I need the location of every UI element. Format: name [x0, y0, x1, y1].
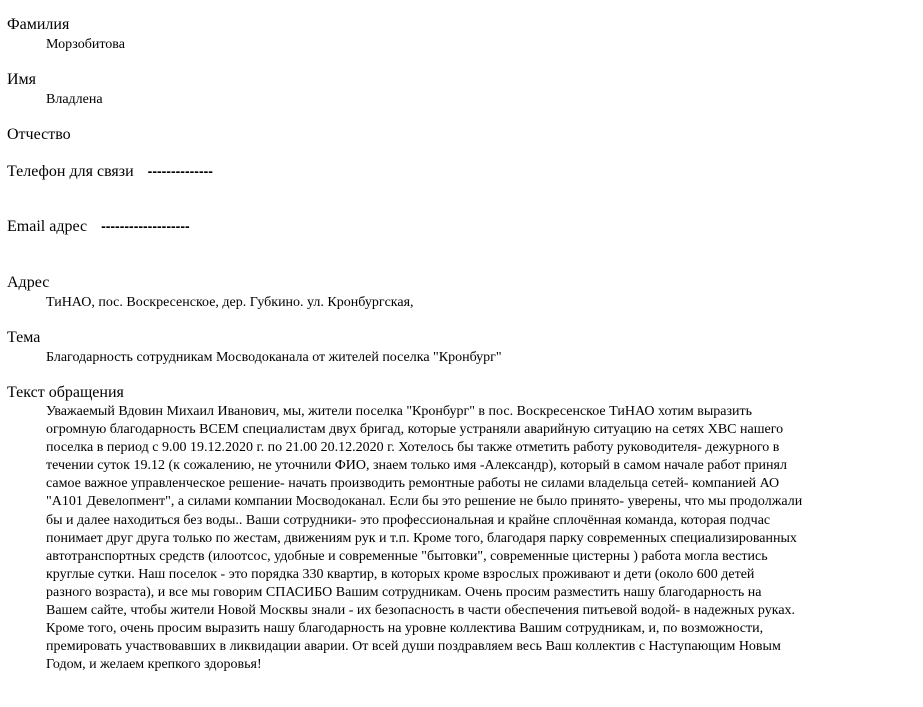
- message-line: разного возраста), и все мы говорим СПАСИБО Вашим сотрудникам. Очень просим разместить нашу благодарность на: [46, 584, 762, 600]
- message-text: [46, 403, 916, 674]
- message-line: автотранспортных средств (илоотсос, удобные и современные "бытовки", современные цистерны ) работа могла вестись: [46, 548, 768, 564]
- message-line: самое важное управленческое решение- начать производить ремонтные работы не силами владельца сетей- компанией АО: [46, 476, 780, 492]
- phone-row: [7, 162, 213, 181]
- surname-label: Фамилия: [7, 16, 70, 33]
- phone-value: --------------: [147, 163, 213, 179]
- message-line: Вашем сайте, чтобы жители Новой Москвы знали - их безопасность в части обеспечения питьевой водой- в надежных руках.: [46, 603, 796, 619]
- message-line: бы и далее находиться без воды.. Ваши сотрудники- это профессиональная и крайне сплочённая команда, которая подчас: [46, 512, 771, 528]
- message-line: премировать участвовавших в ликвидации аварии. От всей души поздравляем весь Ваш коллектив с Наступающим Новым: [46, 639, 781, 655]
- email-value: -------------------: [101, 218, 190, 234]
- message-line: течении суток 19.12 (к сожалению, не уточнили ФИО, знаем только имя -Александр), который в самом начале работ принял: [46, 458, 787, 474]
- email-label: Email адрес: [7, 218, 88, 235]
- message-line: Уважаемый Вдовин Михаил Иванович, мы, жители поселка "Кронбург" в пос. Воскресенское ТиНАО хотим выразить: [46, 404, 752, 419]
- address-value: ТиНАО, пос. Воскресенское, дер. Губкино. ул. Кронбургская,: [46, 295, 414, 310]
- message-line: огромную благодарность ВСЕМ специалистам двух бригад, которые устраняли аварийную ситуацию на сетях ХВС нашего: [46, 422, 784, 438]
- surname-value: Морзобитова: [46, 37, 125, 52]
- phone-label: Телефон для связи: [7, 163, 134, 180]
- message-line: круглые сутки. Наш поселок - это порядка 330 квартир, в которых кроме взрослых проживают и дети (около 600 детей: [46, 566, 755, 582]
- message-line: поселка в период с 9.00 19.12.2020 г. по 21.00 20.12.2020 г. Хотелось бы также отметить работу руководителя- дежурного в: [46, 440, 780, 456]
- message-label: Текст обращения: [7, 384, 124, 401]
- name-label: Имя: [7, 71, 37, 88]
- address-label: Адрес: [7, 274, 50, 291]
- name-value: Владлена: [46, 92, 103, 107]
- subject-value: Благодарность сотрудникам Мосводоканала от жителей поселка "Кронбург": [46, 350, 502, 365]
- message-line: Кроме того, очень просим выразить нашу благодарность на уровне коллектива Вашим сотрудникам, и, по возможности,: [46, 621, 764, 637]
- message-line: Годом, и желаем крепкого здоровья!: [46, 657, 262, 673]
- email-row: [7, 217, 190, 236]
- message-line: "А101 Девелопмент", а силами компании Мосводоканал. Если бы это решение не было принято- уверены, что мы продолжали: [46, 494, 803, 510]
- message-line: понимает друг друга только по жестам, движениям рук и т.п. Кроме того, благодаря парку современных специализированных: [46, 530, 797, 546]
- subject-label: Тема: [7, 329, 41, 346]
- patronymic-label: Отчество: [7, 126, 71, 143]
